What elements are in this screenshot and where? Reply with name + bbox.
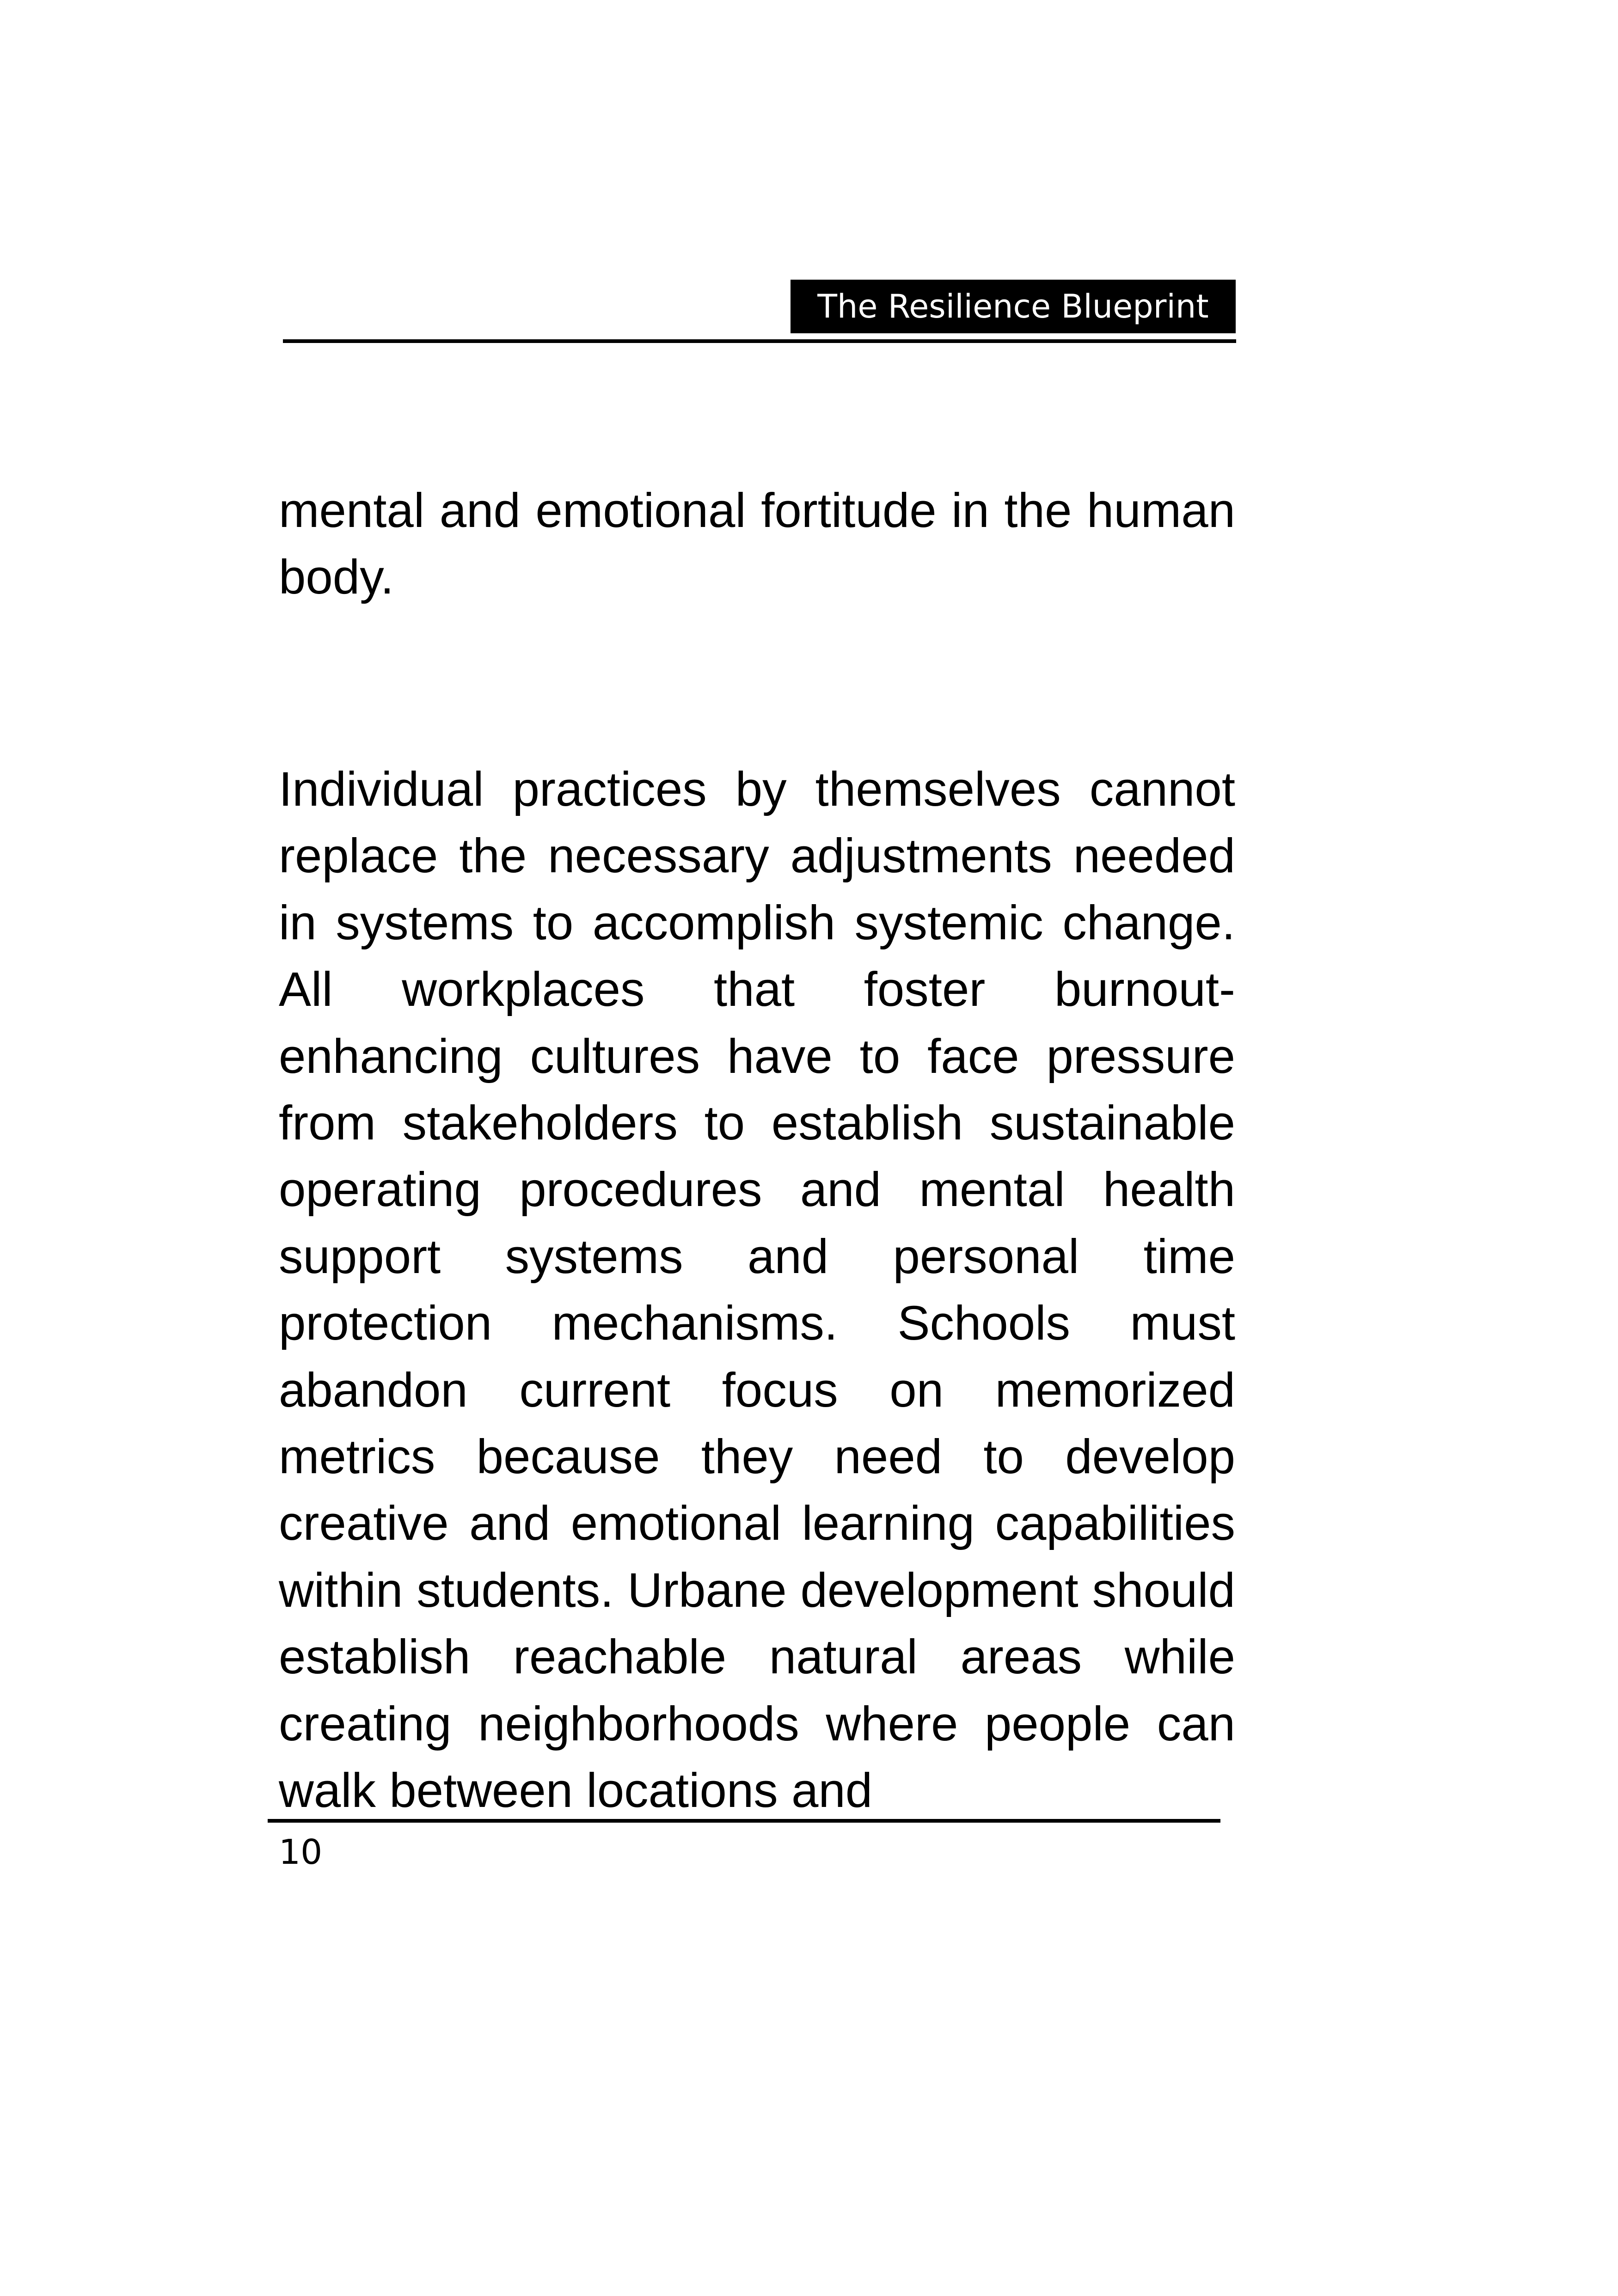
page-number: 10 [279, 1832, 323, 1872]
running-header-title: The Resilience Blueprint [791, 280, 1236, 333]
body-paragraph-1: mental and emotional fortitude in the human body. [279, 484, 1235, 605]
body-paragraph-2: Individual practices by themselves cannot replace the necessary adjustments needed in systems to accomplish systemic change. All workplaces that foster burnout-enhancing cultures have to face pressure from stakeholders to establish sustainable operating procedures and mental health support systems and personal time protection mechanisms. Schools must abandon current focus on memorized metrics because they need to develop creative and emotional learning capabilities within students. Urbane development should establish reachable natural areas while creating neighborhoods where people can walk between locations and [279, 762, 1235, 1818]
footer-divider [268, 1819, 1220, 1823]
header-divider [283, 339, 1236, 343]
